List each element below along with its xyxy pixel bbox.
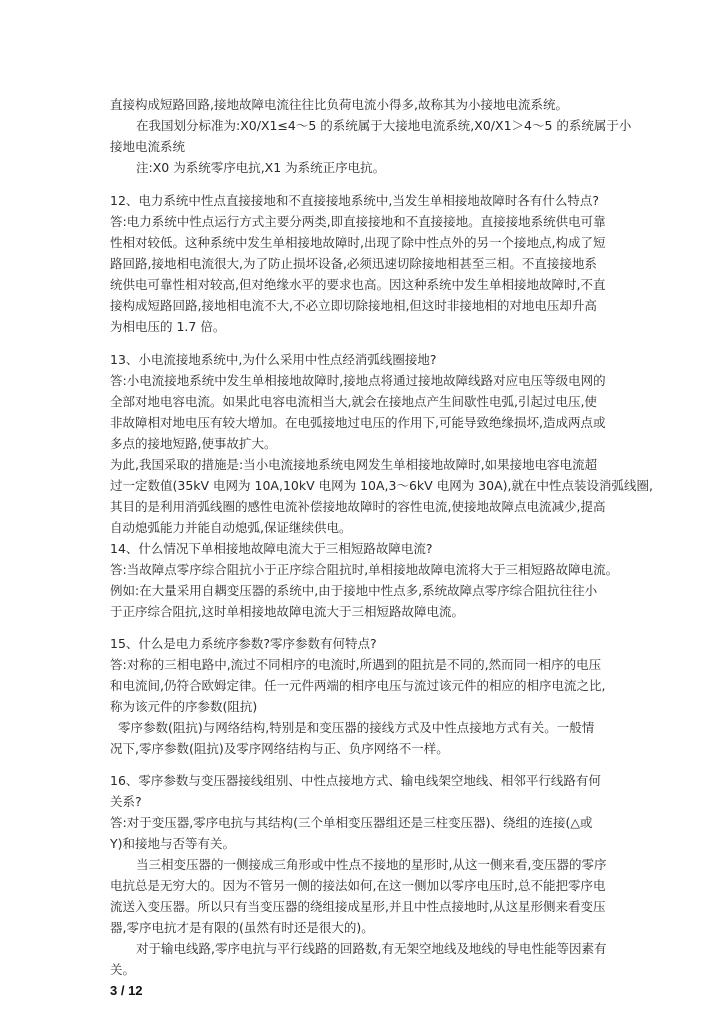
question-heading-14: 14、什么情况下单相接地故障电流大于三相短路故障电流? [110,541,433,556]
text-line: 答:对于变压器,零序电抗与其结构(三个单相变压器组还是三柱变压器)、绕组的连接(△或 [110,815,593,830]
text-line: 性相对较低。这种系统中发生单相接地故障时,出现了除中性点外的另一个接地点,构成了短 [110,235,606,250]
text-line: Y)和接地与否等有关。 [110,836,236,851]
text-line: 器,零序电抗才是有限的(虽然有时还是很大的)。 [110,920,374,935]
text-line: 自动熄弧能力并能自动熄弧,保证继续供电。 [110,520,352,535]
text-line: 过一定数值(35kV 电网为 10A,10kV 电网为 10A,3～6kV 电网为 30A),就在中性点装设消弧线圈, [110,478,653,493]
text-line: 统供电可靠性相对较高,但对绝缘水平的要求也高。因这种系统中发生单相接地故障时,不直 [110,277,606,292]
text-line: 接地电流系统 [110,139,186,154]
text-line: 答:当故障点零序综合阻抗小于正序综合阻抗时,单相接地故障电流将大于三相短路故障电流。 [110,562,619,577]
text-line: 零序参数(阻抗)与网络结构,特别是和变压器的接线方式及中性点接地方式有关。一般情 [118,720,595,735]
text-line: 非故障相对地电压有较大增加。在电弧接地过电压的作用下,可能导致绝缘损坏,造成两点或 [110,415,606,430]
question-heading-13: 13、小电流接地系统中,为什么采用中性点经消弧线圈接地? [110,352,437,367]
text-line: 电抗总是无穷大的。因为不管另一侧的接法如何,在这一侧加以零序电压时,总不能把零序电 [110,878,606,893]
text-line: 路回路,接地相电流很大,为了防止损坏设备,必须迅速切除接地相甚至三相。不直接接地系 [110,256,597,271]
text-line: 于正序综合阻抗,这时单相接地故障电流大于三相短路故障电流。 [110,604,464,619]
text-line: 答:小电流接地系统中发生单相接地故障时,接地点将通过接地故障线路对应电压等级电网的 [110,373,606,388]
text-line: 和电流间,仍符合欧姆定律。任一元件两端的相序电压与流过该元件的相应的相序电流之比, [110,678,606,693]
text-line: 在我国划分标准为:X0/X1≤4～5 的系统属于大接地电流系统,X0/X1＞4～5 的系统属于小 [136,118,632,133]
text-line: 为此,我国采取的措施是:当小电流接地系统电网发生单相接地故障时,如果接地电容电流超 [110,457,598,472]
text-line: 称为该元件的序参数(阻抗) [110,699,258,714]
text-line: 注:X0 为系统零序电抗,X1 为系统正序电抗。 [136,160,386,175]
text-line: 对于输电线路,零序电抗与平行线路的回路数,有无架空地线及地线的导电性能等因素有 [136,941,607,956]
text-line: 况下,零序参数(阻抗)及零序网络结构与正、负序网络不一样。 [110,741,449,756]
question-heading-16: 16、零序参数与变压器接线组别、中性点接地方式、输电线架空地线、相邻平行线路有何 [110,773,601,788]
text-line: 答:对称的三相电路中,流过不同相序的电流时,所遇到的阻抗是不同的,然而同一相序的电压 [110,657,602,672]
text-line: 关。 [110,962,136,977]
text-line: 流送入变压器。所以只有当变压器的绕组接成星形,并且中性点接地时,从这星形侧来看变压 [110,899,606,914]
text-line: 答:电力系统中性点运行方式主要分两类,即直接接地和不直接接地。直接接地系统供电可靠 [110,214,606,229]
question-heading-15: 15、什么是电力系统序参数?零序参数有何特点? [110,636,377,651]
page-number: 3 / 12 [110,983,143,998]
text-line: 为相电压的 1.7 倍。 [110,319,226,334]
text-line: 关系? [110,794,142,809]
text-line: 例如:在大量采用自耦变压器的系统中,由于接地中性点多,系统故障点零序综合阻抗往往小 [110,583,598,598]
text-line: 全部对地电容电流。如果此电容电流相当大,就会在接地点产生间歇性电弧,引起过电压,使 [110,394,597,409]
question-heading-12: 12、电力系统中性点直接接地和不直接接地系统中,当发生单相接地故障时各有什么特点? [110,193,600,208]
text-line: 多点的接地短路,使事故扩大。 [110,436,277,451]
text-line: 当三相变压器的一侧接成三角形或中性点不接地的星形时,从这一侧来看,变压器的零序 [136,857,607,872]
text-line: 接构成短路回路,接地相电流不大,不必立即切除接地相,但这时非接地相的对地电压却升高 [110,298,597,313]
text-line: 直接构成短路回路,接地故障电流往往比负荷电流小得多,故称其为小接地电流系统。 [110,97,568,112]
text-line: 其目的是利用消弧线圈的感性电流补偿接地故障时的容性电流,使接地故障点电流减少,提高 [110,499,606,514]
